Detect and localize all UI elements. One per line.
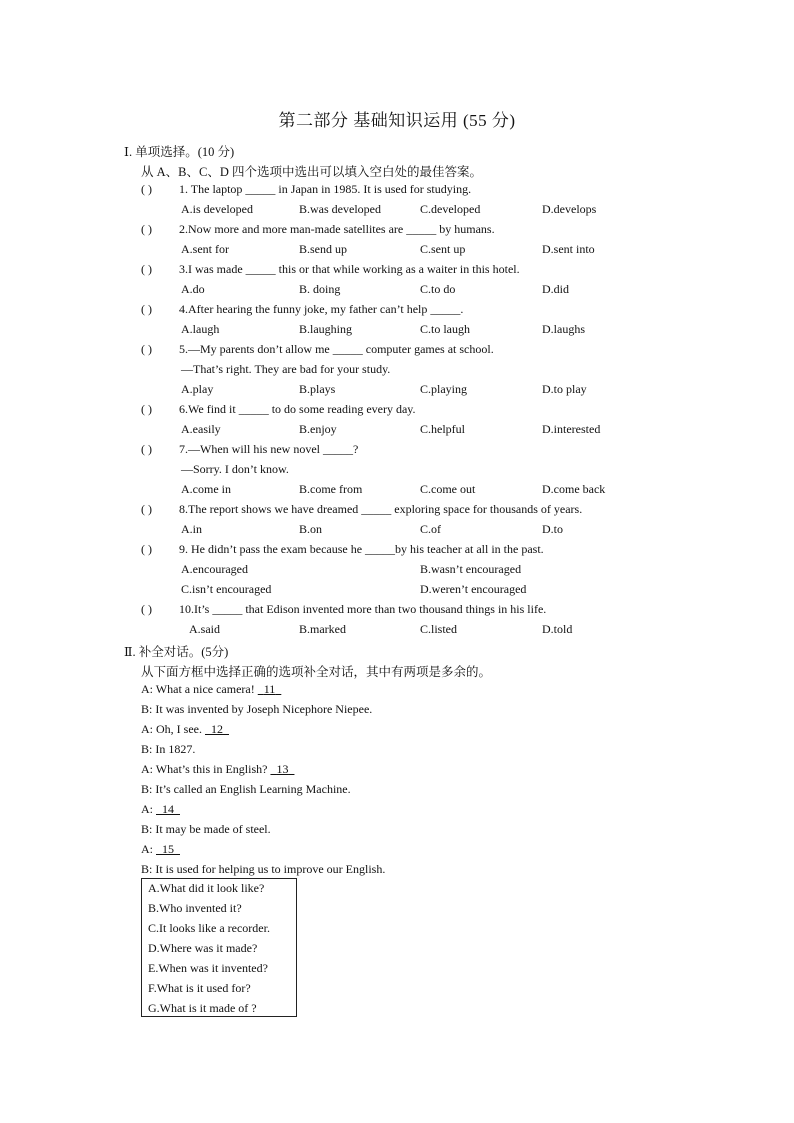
dialogue-text: In 1827. xyxy=(155,742,196,756)
question-text: 9. He didn’t pass the exam because he _____by his teacher at all in the past. xyxy=(179,542,544,556)
speaker-label: B: xyxy=(141,702,153,716)
question-text: 10.It’s _____ that Edison invented more than two thousand things in his life. xyxy=(179,602,547,616)
answer-option: B. doing xyxy=(299,282,341,296)
question-text: 7.—When will his new novel _____? xyxy=(179,442,359,456)
section-instruction: 从 A、B、C、D 四个选项中选出可以填入空白处的最佳答案。 xyxy=(141,165,482,179)
blank-number: 15 xyxy=(162,842,174,856)
question-stem xyxy=(141,602,546,617)
question-stem xyxy=(141,402,416,417)
speaker-label: B: xyxy=(141,782,153,796)
dialogue-line xyxy=(141,802,180,817)
answer-option: A.sent for xyxy=(181,242,229,256)
answer-option: A.do xyxy=(181,282,205,296)
dialogue-text: Oh, I see. xyxy=(156,722,202,736)
question-stem xyxy=(141,302,463,317)
dialogue-text: It is used for helping us to improve our English. xyxy=(155,862,386,876)
speaker-label: B: xyxy=(141,862,153,876)
answer-option: D.sent into xyxy=(542,242,595,256)
answer-option: C.isn’t encouraged xyxy=(181,582,272,596)
answer-option: D.did xyxy=(542,282,569,296)
dialogue-line xyxy=(141,842,180,857)
answer-parentheses: ( ) xyxy=(141,502,152,516)
answer-option: B.come from xyxy=(299,482,363,496)
answer-option: C.playing xyxy=(420,382,467,396)
answer-blank xyxy=(156,842,180,856)
answer-option: A.said xyxy=(189,622,220,636)
question-text: 8.The report shows we have dreamed _____ exploring space for thousands of years. xyxy=(179,502,583,516)
speaker-label: A: xyxy=(141,842,153,856)
speaker-label: B: xyxy=(141,742,153,756)
dialogue-line xyxy=(141,862,385,877)
speaker-label: A: xyxy=(141,802,153,816)
choice-option: F.What is it used for? xyxy=(148,981,251,995)
answer-option: C.to laugh xyxy=(420,322,470,336)
answer-option: D.to play xyxy=(542,382,587,396)
dialogue-text: It’s called an English Learning Machine. xyxy=(155,782,351,796)
answer-option: B.plays xyxy=(299,382,336,396)
answer-option: D.to xyxy=(542,522,563,536)
answer-parentheses: ( ) xyxy=(141,602,152,616)
choice-option: E.When was it invented? xyxy=(148,961,268,975)
choice-option: G.What is it made of ? xyxy=(148,1001,257,1015)
question-stem xyxy=(141,182,471,197)
answer-option: A.come in xyxy=(181,482,231,496)
blank-number: 11 xyxy=(263,682,276,696)
answer-option: C.listed xyxy=(420,622,458,636)
answer-parentheses: ( ) xyxy=(141,342,152,356)
dialogue-line xyxy=(141,782,351,797)
blank-number: 14 xyxy=(162,802,174,816)
answer-blank xyxy=(270,762,294,776)
dialogue-line xyxy=(141,822,271,837)
question-stem xyxy=(141,502,582,517)
answer-option: D.interested xyxy=(542,422,601,436)
section-heading: Ⅰ. 单项选择。(10 分) xyxy=(124,145,235,159)
answer-parentheses: ( ) xyxy=(141,542,152,556)
question-stem xyxy=(141,542,544,557)
choice-option: D.Where was it made? xyxy=(148,941,258,955)
blank-number: 12 xyxy=(210,722,223,736)
dialogue-line xyxy=(141,682,281,697)
question-text: 5.—My parents don’t allow me _____ computer games at school. xyxy=(179,342,494,356)
answer-option: B.was developed xyxy=(299,202,381,216)
answer-option: D.weren’t encouraged xyxy=(420,582,527,596)
dialogue-text: It may be made of steel. xyxy=(155,822,271,836)
answer-blank xyxy=(205,722,229,736)
answer-option: C.helpful xyxy=(420,422,465,436)
dialogue-text: What’s this in English? xyxy=(155,762,268,776)
answer-option: B.laughing xyxy=(299,322,352,336)
answer-option: C.developed xyxy=(420,202,481,216)
answer-blank xyxy=(258,682,282,696)
question-stem xyxy=(141,442,358,457)
page-title: 第二部分 基础知识运用 (55 分) xyxy=(278,111,516,130)
answer-parentheses: ( ) xyxy=(141,402,152,416)
blank-number: 13 xyxy=(276,762,289,776)
choices-box xyxy=(141,878,297,1017)
dialogue-line xyxy=(141,762,294,777)
answer-option: B.send up xyxy=(299,242,347,256)
answer-option: A.in xyxy=(181,522,202,536)
answer-parentheses: ( ) xyxy=(141,442,152,456)
question-text: 2.Now more and more man-made satellites are _____ by humans. xyxy=(179,222,495,236)
answer-option: B.on xyxy=(299,522,323,536)
answer-option: D.told xyxy=(542,622,573,636)
section-instruction: 从下面方框中选择正确的选项补全对话，其中有两项是多余的。 xyxy=(141,665,492,679)
question-text: 6.We find it _____ to do some reading every day. xyxy=(179,402,416,416)
answer-parentheses: ( ) xyxy=(141,222,152,236)
answer-option: A.play xyxy=(181,382,214,396)
answer-option: B.enjoy xyxy=(299,422,337,436)
answer-option: A.easily xyxy=(181,422,221,436)
answer-option: A.encouraged xyxy=(181,562,248,576)
dialogue-line xyxy=(141,722,229,737)
section-heading: Ⅱ. 补全对话。(5分) xyxy=(124,645,229,659)
speaker-label: A: xyxy=(141,682,153,696)
dialogue-text: It was invented by Joseph Nicephore Niepee. xyxy=(155,702,373,716)
answer-option: C.come out xyxy=(420,482,476,496)
answer-option: B.marked xyxy=(299,622,346,636)
answer-option: C.to do xyxy=(420,282,456,296)
answer-option: C.sent up xyxy=(420,242,466,256)
answer-parentheses: ( ) xyxy=(141,262,152,276)
dialogue-text: What a nice camera! xyxy=(155,682,255,696)
choice-option: A.What did it look like? xyxy=(148,881,265,895)
answer-option: A.laugh xyxy=(181,322,220,336)
dialogue-reply: —That’s right. They are bad for your study. xyxy=(181,362,391,376)
speaker-label: A: xyxy=(141,722,153,736)
speaker-label: B: xyxy=(141,822,153,836)
question-stem xyxy=(141,222,495,237)
choice-option: C.It looks like a recorder. xyxy=(148,921,270,935)
question-text: 4.After hearing the funny joke, my father can’t help _____. xyxy=(179,302,464,316)
answer-blank xyxy=(156,802,180,816)
answer-parentheses: ( ) xyxy=(141,182,152,196)
answer-option: D.develops xyxy=(542,202,597,216)
dialogue-line xyxy=(141,702,372,717)
question-stem xyxy=(141,342,494,357)
answer-option: D.come back xyxy=(542,482,606,496)
dialogue-reply: —Sorry. I don’t know. xyxy=(181,462,289,476)
answer-parentheses: ( ) xyxy=(141,302,152,316)
answer-option: D.laughs xyxy=(542,322,585,336)
answer-option: A.is developed xyxy=(181,202,253,216)
answer-option: C.of xyxy=(420,522,441,536)
answer-option: B.wasn’t encouraged xyxy=(420,562,522,576)
choice-option: B.Who invented it? xyxy=(148,901,242,915)
question-stem xyxy=(141,262,520,277)
question-text: 1. The laptop _____ in Japan in 1985. It is used for studying. xyxy=(179,182,472,196)
dialogue-line xyxy=(141,742,195,757)
question-text: 3.I was made _____ this or that while working as a waiter in this hotel. xyxy=(179,262,520,276)
speaker-label: A: xyxy=(141,762,153,776)
